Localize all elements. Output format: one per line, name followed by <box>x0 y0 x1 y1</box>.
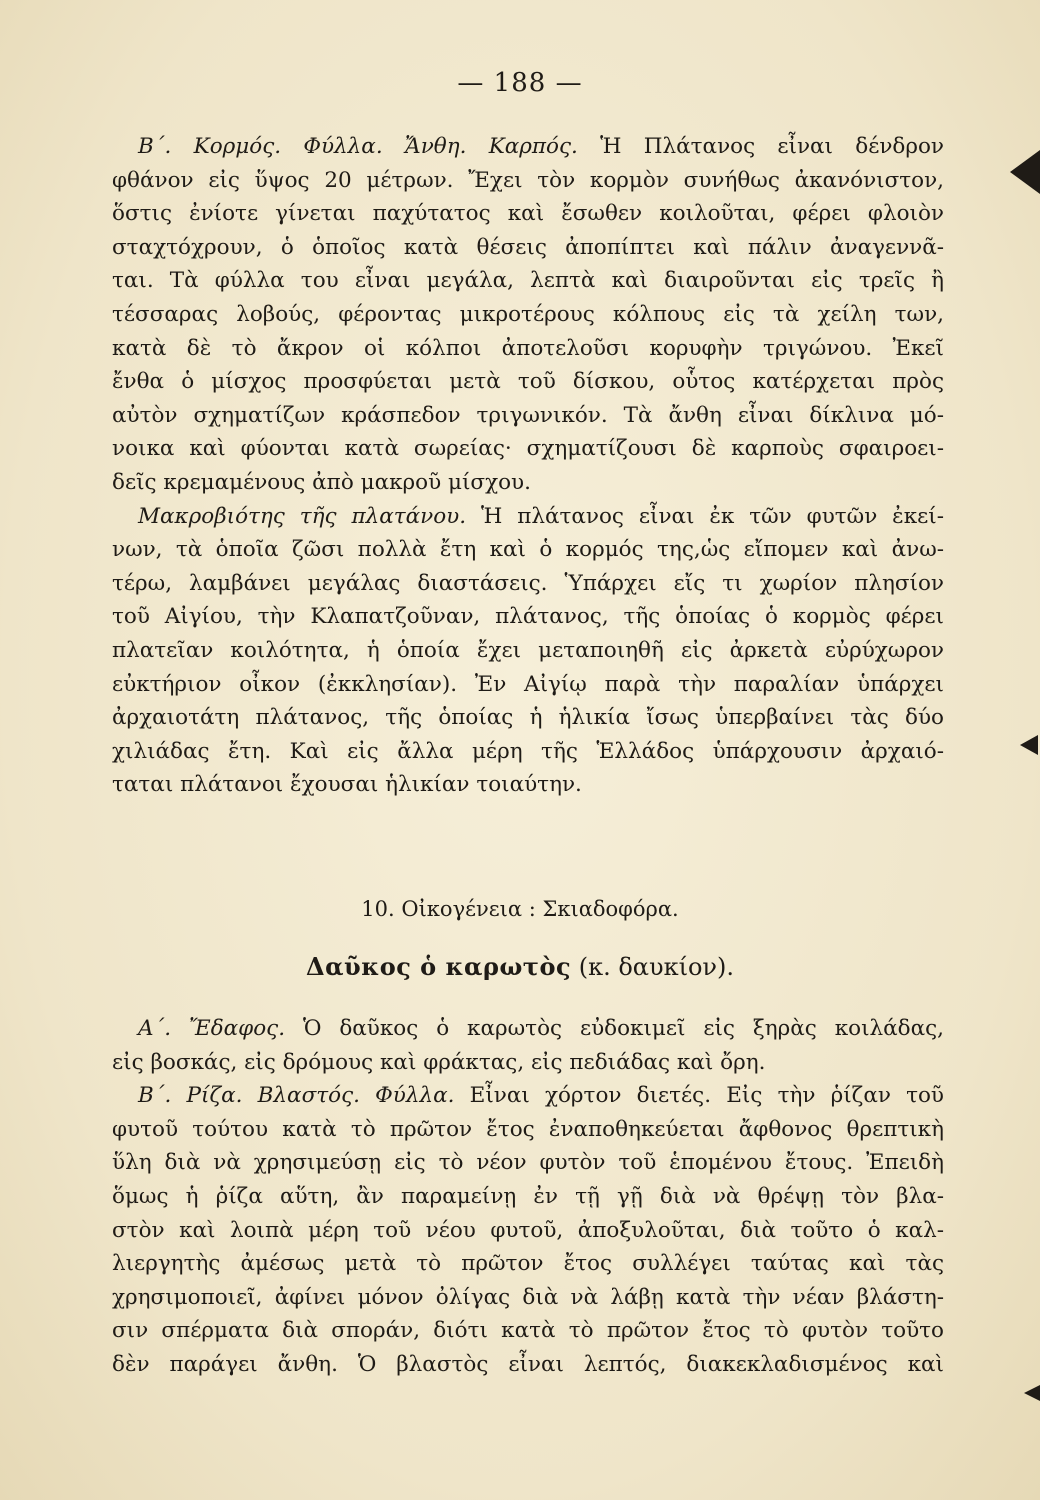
paragraph-line: φυτοῦ τούτου κατὰ τὸ πρῶτον ἔτος ἐναποθηκεύεται ἄφθονος θρεπτικὴ <box>112 1116 944 1142</box>
paragraph-line: δὲν παράγει ἄνθη. Ὁ βλαστὸς εἶναι λεπτός, διακεκλαδισμένος καὶ <box>112 1351 944 1377</box>
paragraph-line: ταται πλάτανοι ἔχουσαι ἡλικίαν τοιαύτην. <box>112 772 582 798</box>
species-heading <box>0 952 1040 981</box>
paragraph-line: δεῖς κρεμαμένους ἀπὸ μακροῦ μίσχου. <box>112 469 531 495</box>
species-common-name: (κ. δαυκίον). <box>571 953 735 981</box>
paragraph-line: πλατεῖαν κοιλότητα, ἡ ὁποία ἔχει μεταποιηθῆ εἰς ἀρκετὰ εὐρύχωρον <box>112 637 944 663</box>
edge-mark-icon <box>1010 150 1040 194</box>
paragraph-line: εἰς βοσκάς, εἰς δρόμους καὶ φράκτας, εἰς πεδιάδας καὶ ὄρη. <box>112 1049 766 1075</box>
carrot-section <box>112 1012 944 1382</box>
paragraph-lead: Α΄. Ἔδαφος. <box>138 1016 286 1041</box>
plane-tree-section <box>112 130 944 802</box>
paragraph-line: ἀρχαιοτάτη πλάτανος, τῆς ὁποίας ἡ ἡλικία ἴσως ὑπερβαίνει τὰς δύο <box>112 705 944 731</box>
edge-mark-icon <box>1020 735 1038 755</box>
paragraph-line: Μακροβιότης τῆς πλατάνου. Ἡ πλάτανος εἶναι ἐκ τῶν φυτῶν ἐκεί- <box>138 503 944 529</box>
paragraph-line: λιεργητὴς ἀμέσως μετὰ τὸ πρῶτον ἔτος συλλέγει ταύτας καὶ τὰς <box>112 1251 944 1277</box>
paragraph-line: Β΄. Ρίζα. Βλαστός. Φύλλα. Εἶναι χόρτον διετές. Εἰς τὴν ῥίζαν τοῦ <box>138 1083 944 1109</box>
paragraph-line: νοικα καὶ φύονται κατὰ σωρείας· σχηματίζουσι δὲ καρποὺς σφαιροει- <box>112 436 944 462</box>
paragraph-line: Α΄. Ἔδαφος. Ὁ δαῦκος ὁ καρωτὸς εὐδοκιμεῖ εἰς ξηρὰς κοιλάδας, <box>138 1016 944 1041</box>
paragraph-line: χρησιμοποιεῖ, ἀφίνει μόνον ὀλίγας διὰ νὰ λάβῃ κατὰ τὴν νέαν βλάστη- <box>112 1284 944 1310</box>
paragraph-lead: Β΄. Ρίζα. Βλαστός. Φύλλα. <box>138 1083 455 1109</box>
paragraph-line: τέρω, λαμβάνει μεγάλας διαστάσεις. Ὑπάρχει εἴς τι χωρίον πλησίον <box>112 570 944 596</box>
paragraph-line: ὅμως ἡ ῥίζα αὕτη, ἂν παραμείνῃ ἐν τῇ γῇ διὰ νὰ θρέψῃ τὸν βλα- <box>112 1183 944 1209</box>
paragraph-line: κατὰ δὲ τὸ ἄκρον οἱ κόλποι ἀποτελοῦσι κορυφὴν τριγώνου. Ἐκεῖ <box>112 335 944 361</box>
paragraph-line: τέσσαρας λοβούς, φέροντας μικροτέρους κόλπους εἰς τὰ χείλη των, <box>112 301 944 327</box>
family-caption: 10. Οἰκογένεια : Σκιαδοφόρα. <box>361 897 679 921</box>
paragraph-lead: Β΄. Κορμός. Φύλλα. Ἄνθη. Καρπός. <box>138 134 578 159</box>
paragraph-line: ὅστις ἐνίοτε γίνεται παχύτατος καὶ ἔσωθεν κοιλοῦται, φέρει φλοιὸν <box>112 201 944 227</box>
paragraph-line: στὸν καὶ λοιπὰ μέρη τοῦ νέου φυτοῦ, ἀποξυλοῦται, διὰ τοῦτο ὁ καλ- <box>112 1217 944 1243</box>
paragraph-lead: Μακροβιότης τῆς πλατάνου. <box>138 503 467 529</box>
paragraph-line: ἔνθα ὁ μίσχος προσφύεται μετὰ τοῦ δίσκου, οὗτος κατέρχεται πρὸς <box>112 369 944 395</box>
paragraph-line: σιν σπέρματα διὰ σποράν, διότι κατὰ τὸ πρῶτον ἔτος τὸ φυτὸν τοῦτο <box>112 1318 944 1344</box>
paragraph-line: φθάνον εἰς ὕψος 20 μέτρων. Ἔχει τὸν κορμὸν συνήθως ἀκανόνιστον, <box>112 167 944 193</box>
paragraph-line: νων, τὰ ὁποῖα ζῶσι πολλὰ ἔτη καὶ ὁ κορμός της,ὡς εἴπομεν καὶ ἀνω- <box>112 537 944 563</box>
paragraph-line: τοῦ Αἰγίου, τὴν Κλαπατζοῦναν, πλάτανος, τῆς ὁποίας ὁ κορμὸς φέρει <box>112 604 944 630</box>
edge-mark-icon <box>1024 1385 1040 1401</box>
species-name: Δαῦκος ὁ καρωτὸς <box>305 952 572 981</box>
paragraph-line: ται. Τὰ φύλλα του εἶναι μεγάλα, λεπτὰ καὶ διαιροῦνται εἰς τρεῖς ἢ <box>112 268 944 294</box>
paragraph-line: Β΄. Κορμός. Φύλλα. Ἄνθη. Καρπός. Ἡ Πλάτανος εἶναι δένδρον <box>138 134 944 159</box>
paragraph-line: εὐκτήριον οἶκον (ἐκκλησίαν). Ἐν Αἰγίῳ παρὰ τὴν παραλίαν ὑπάρχει <box>112 671 944 697</box>
page-number: — 188 — <box>457 68 583 98</box>
paragraph-line: σταχτόχρουν, ὁ ὁποῖος κατὰ θέσεις ἀποπίπτει καὶ πάλιν ἀναγεννᾶ- <box>112 234 944 260</box>
paragraph-line: ὕλη διὰ νὰ χρησιμεύσῃ εἰς τὸ νέον φυτὸν τοῦ ἑπομένου ἔτους. Ἐπειδὴ <box>112 1150 944 1176</box>
paragraph-line: αὐτὸν σχηματίζων κράσπεδον τριγωνικόν. Τὰ ἄνθη εἶναι δίκλινα μό- <box>112 402 944 428</box>
paragraph-line: χιλιάδας ἔτη. Καὶ εἰς ἄλλα μέρη τῆς Ἑλλάδος ὑπάρχουσιν ἀρχαιό- <box>112 738 944 764</box>
